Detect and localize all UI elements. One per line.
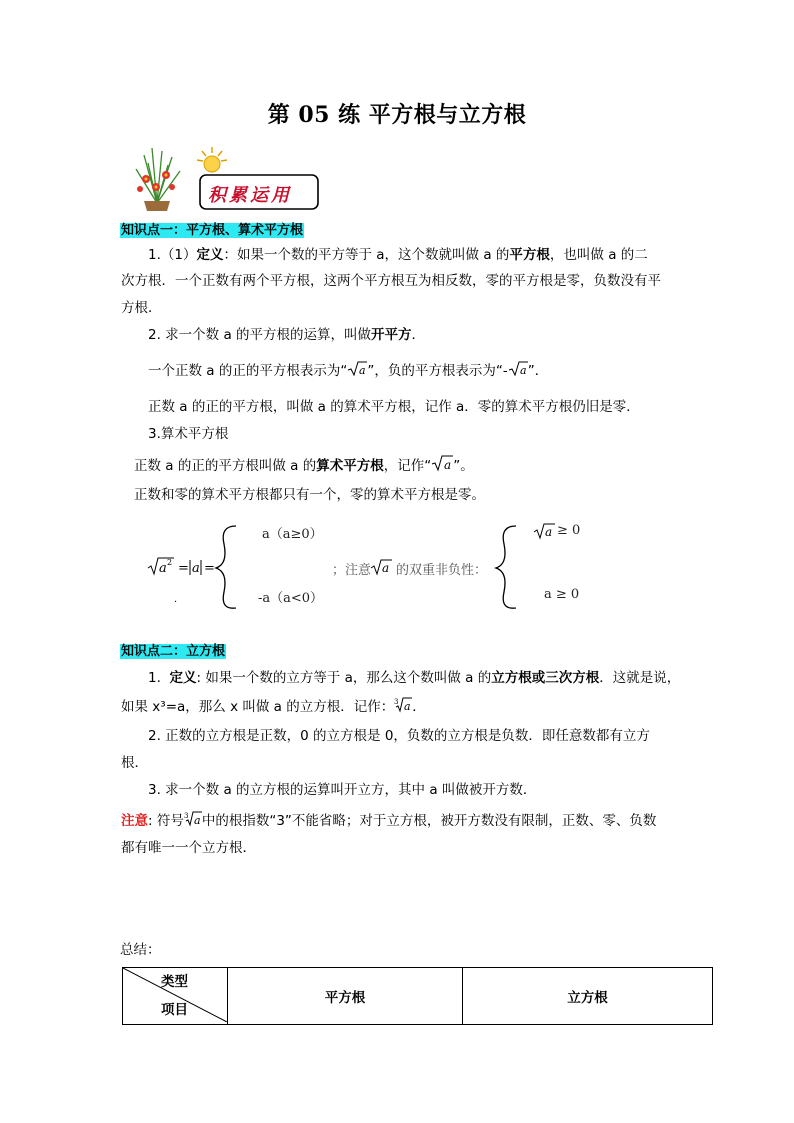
- note-prefix: ；注意: [332, 563, 372, 578]
- nonneg-sqrt: ≥ 0: [557, 523, 581, 538]
- svg-text:a: a: [359, 364, 366, 377]
- s2-item2-line2: 根．: [121, 755, 148, 771]
- s2-note-line1: [121, 811, 656, 831]
- s1-paragraph6: [134, 454, 474, 476]
- s1-p6-text-c: ”。: [453, 458, 474, 474]
- s1-p6-text-b: ，记作“: [383, 458, 432, 474]
- corner-bottom-label: 项目: [161, 1002, 188, 1018]
- s1-p1-number: 1.（1）: [148, 247, 197, 263]
- s2-q1-line2-end: ．: [412, 699, 426, 715]
- corner-header-cell: [123, 968, 228, 1025]
- s1-paragraph7: 正数和零的算术平方根都只有一个，零的算术平方根是零。: [134, 487, 485, 503]
- page-title: 第 05 练 平方根与立方根: [267, 102, 527, 128]
- banner-label: 积累运用: [208, 185, 292, 206]
- s1-paragraph1-line1: [148, 246, 648, 265]
- s1-p1-text-a: ：如果一个数的平方等于 a，这个数就叫做 a 的: [223, 247, 510, 263]
- cube-root-a-icon: [184, 811, 202, 827]
- s2-item2-line1: 2. 正数的立方根是正数，0 的立方根是 0，负数的立方根是负数．即任意数都有立方: [148, 728, 650, 744]
- banner: [122, 143, 322, 213]
- svg-text:=: =: [178, 561, 189, 576]
- note-suffix: 的双重非负性：: [396, 563, 488, 578]
- sqrt-a-icon: [431, 454, 453, 472]
- table-row: [123, 968, 713, 1025]
- s2-q1-line2-text: 如果 x³=a，那么 x 叫做 a 的立方根．记作：: [121, 699, 395, 715]
- s1-p2-text-a: 2. 求一个数 a 的平方根的运算，叫做: [148, 327, 372, 343]
- summary-table: [122, 967, 713, 1025]
- svg-text:3: 3: [183, 812, 189, 820]
- s1-p3-text-b: ”，负的平方根表示为“-: [367, 363, 508, 379]
- section2-heading-text: 知识点二：立方根: [121, 644, 226, 659]
- s2-q1-number: 1.: [148, 670, 161, 686]
- s1-p3-text-a: 一个正数 a 的正的平方根表示为“: [148, 363, 348, 379]
- note-text-b: 中的根指数“3”不能省略；对于立方根，被开方数没有限制，正数、零、负数: [201, 813, 657, 829]
- abs-value-formula: [146, 520, 596, 610]
- svg-text:a: a: [404, 700, 411, 713]
- s2-q1-definition-label: 定义: [169, 670, 197, 686]
- svg-text:a: a: [159, 561, 167, 576]
- s1-p6-term: 算术平方根: [316, 458, 384, 474]
- svg-text:a: a: [545, 525, 553, 539]
- s1-p1-text-b: ，也叫做 a 的二: [549, 247, 648, 263]
- sqrt-a-icon: [347, 361, 367, 377]
- s1-paragraph4: 正数 a 的正的平方根，叫做 a 的算术平方根，记作 a．零的算术平方根仍旧是零．: [148, 399, 640, 415]
- svg-text:a: a: [193, 814, 201, 827]
- s1-p2-text-b: ．: [411, 327, 426, 343]
- section1-heading-text: 知识点一：平方根、算术平方根: [121, 223, 304, 238]
- header-cube-root: 立方根: [463, 968, 713, 1025]
- s1-paragraph2: [148, 326, 425, 345]
- note-label: 注意: [121, 813, 148, 829]
- s2-item1-line1: [148, 669, 680, 688]
- note-text-a: : 符号: [148, 813, 184, 829]
- s1-p3-text-c: ”．: [527, 363, 549, 379]
- svg-text:a: a: [519, 364, 527, 377]
- s1-p1-term: 平方根: [509, 247, 550, 263]
- s2-q1-text-a: : 如果一个数的立方等于 a，那么这个数叫做 a 的: [196, 670, 492, 686]
- svg-text:3: 3: [394, 698, 399, 706]
- section2-heading: [120, 640, 226, 659]
- header-square-root: 平方根: [228, 968, 463, 1025]
- s1-paragraph1-line2: 次方根．一个正数有两个平方根，这两个平方根互为相反数，零的平方根是零，负数没有平: [121, 273, 661, 289]
- cube-root-a-icon: [394, 697, 412, 713]
- s2-note-line2: 都有唯一一个立方根．: [121, 840, 256, 856]
- s2-item3: 3. 求一个数 a 的立方根的运算叫开立方，其中 a 叫做被开方数．: [148, 782, 537, 798]
- nonneg-a: a ≥ 0: [544, 587, 580, 602]
- sqrt-a-icon: [508, 361, 528, 377]
- case-nonnegative: a（a≥0）: [262, 527, 323, 542]
- svg-text:a: a: [382, 561, 390, 575]
- s1-paragraph3: [148, 361, 548, 381]
- s1-p6-text-a: 正数 a 的正的平方根叫做 a 的: [134, 458, 317, 474]
- s1-p1-definition-label: 定义: [196, 247, 224, 263]
- svg-text:a: a: [192, 561, 200, 576]
- svg-text:=: =: [204, 561, 215, 576]
- s2-item1-line2: [121, 697, 426, 717]
- s1-paragraph5: 3.算术平方根: [148, 426, 229, 442]
- svg-text:2: 2: [167, 558, 173, 567]
- s2-q1-term: 立方根或三次方根: [491, 670, 600, 686]
- svg-text:a: a: [444, 458, 452, 472]
- case-negative: -a（a<0）: [258, 591, 324, 606]
- section1-heading: [120, 219, 304, 238]
- corner-top-label: 类型: [161, 974, 188, 990]
- s1-paragraph1-line3: 方根．: [121, 300, 162, 316]
- s2-q1-text-b: ．这就是说，: [599, 670, 681, 686]
- svg-text:.: .: [174, 594, 178, 605]
- summary-label: 总结：: [120, 942, 161, 958]
- s1-p2-term: 开平方: [371, 327, 412, 343]
